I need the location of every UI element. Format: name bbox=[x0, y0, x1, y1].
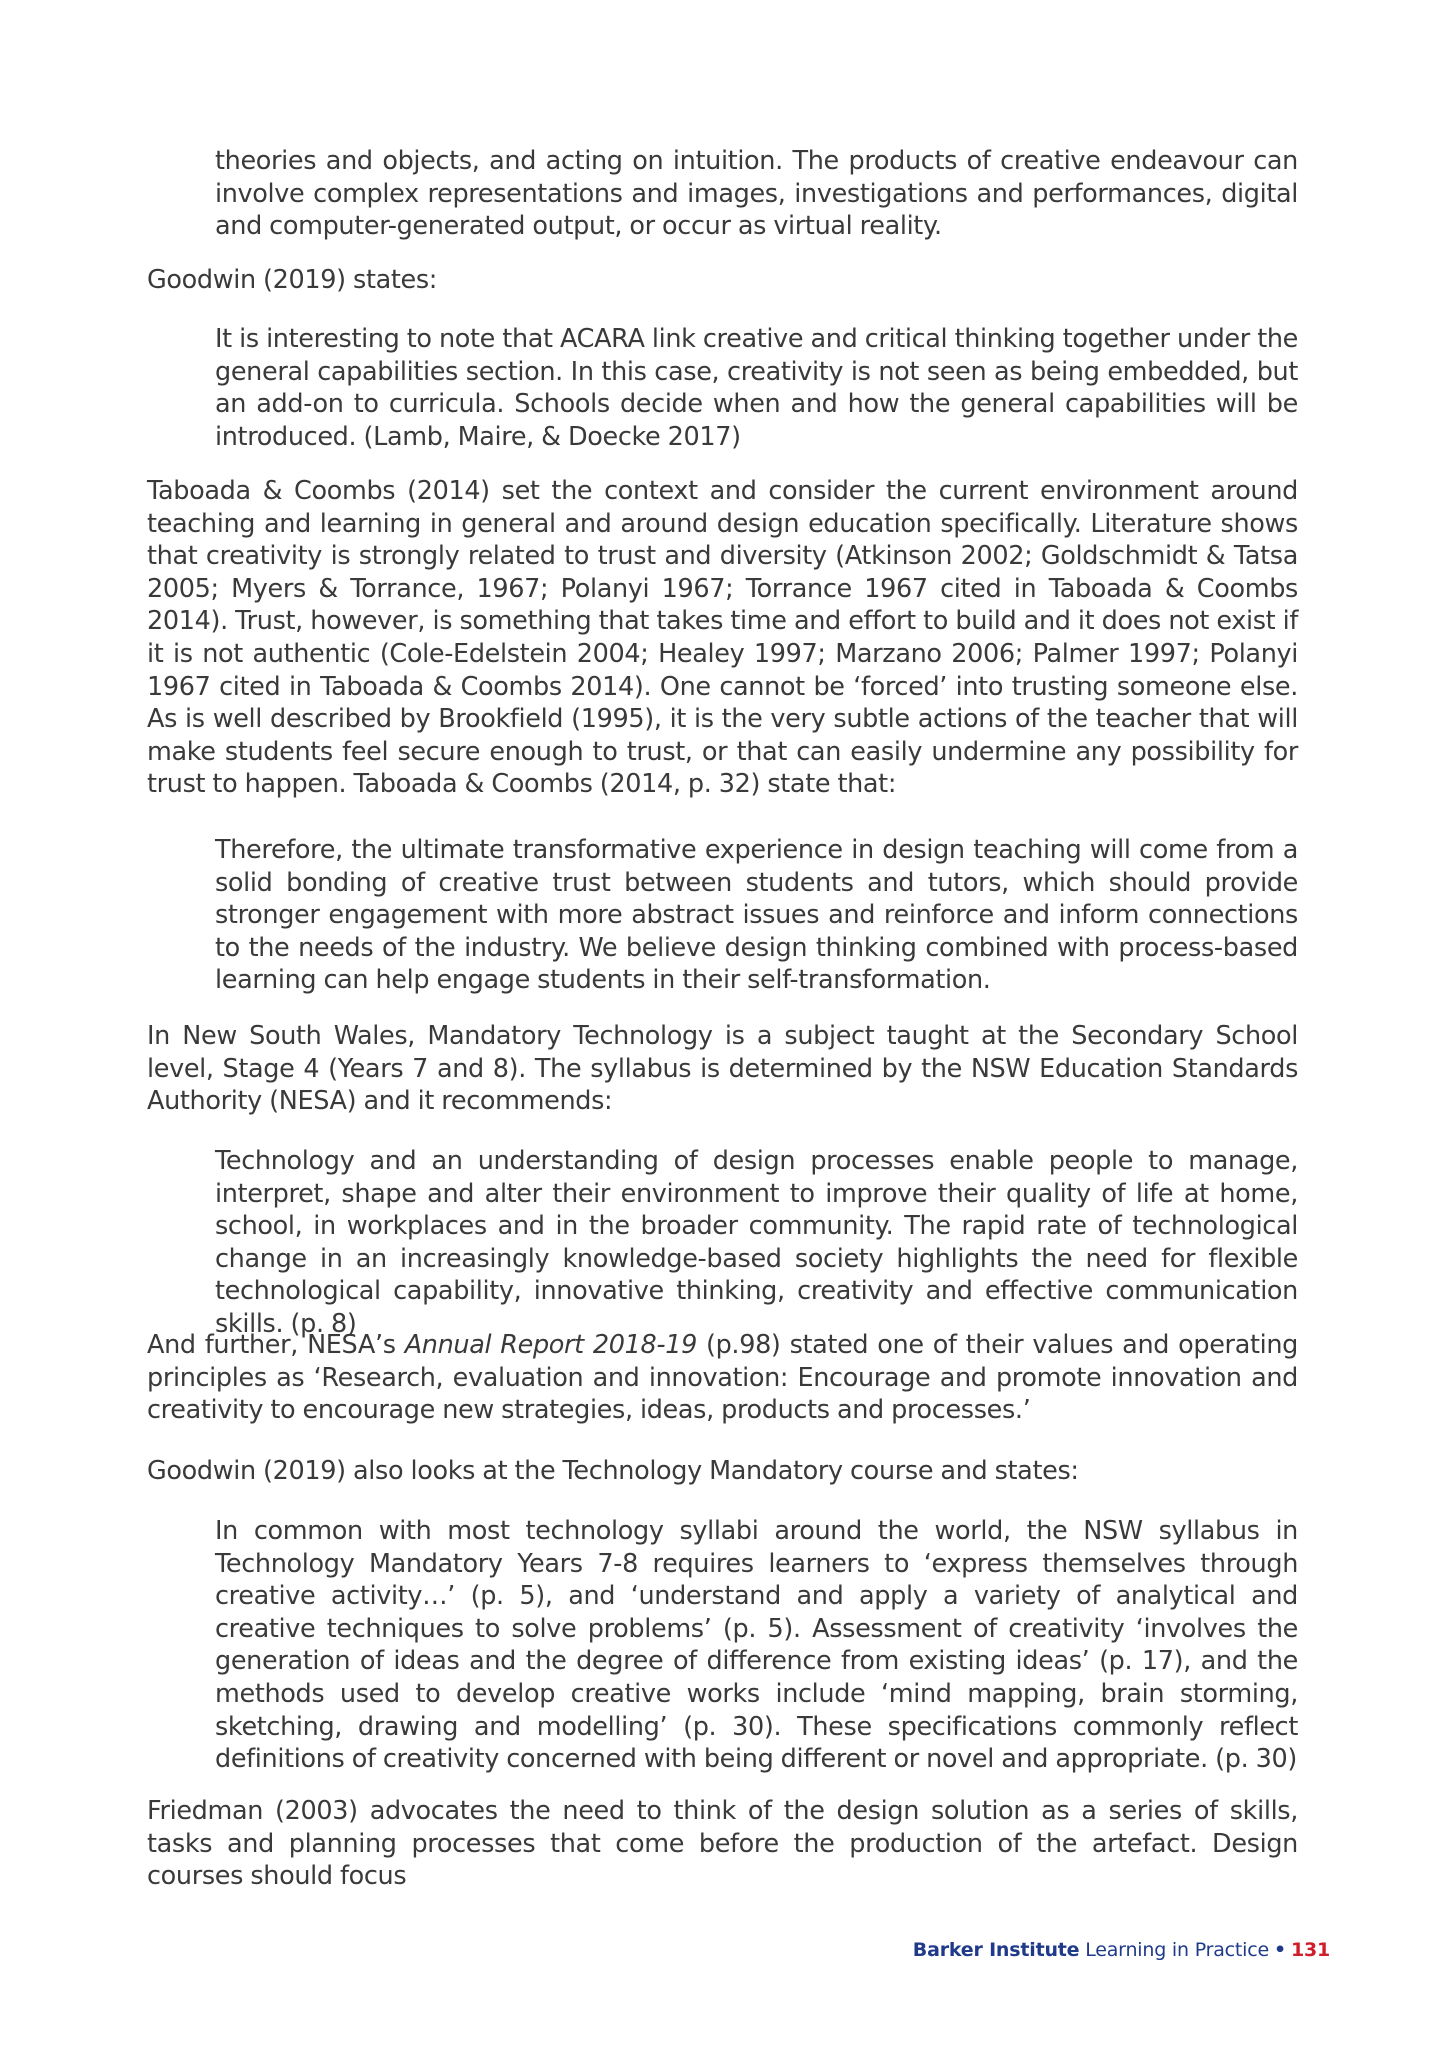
body-paragraph-3: In New South Wales, Mandatory Technology is a subject taught at the Secondary School level, Stage 4 (Years 7 and 8). The syllabus is determined by the NSW Education Standards Authority (NESA) and it recommends: bbox=[147, 1021, 1298, 1117]
block-quote-2: It is interesting to note that ACARA link creative and critical thinking together under the general capabilities section. In this case, creativity is not seen as being embedded, but an add-on to curricula. Schools decide when and how the general capabilities will be introduced. (Lamb, Maire, & Doecke 2017) bbox=[215, 324, 1298, 452]
body-paragraph-1: Goodwin (2019) states: bbox=[147, 265, 438, 295]
body-paragraph-4-end: (p.98) stated one of their values and operating principles as ‘Research, evaluation and innovation: Encourage and promote innovation and creativity to encourage new strategies, ideas, products and processes.’ bbox=[147, 1330, 1299, 1426]
footer-separator: • bbox=[1273, 1939, 1286, 1961]
body-paragraph-4-start: And further, NESA’s bbox=[147, 1330, 405, 1360]
block-quote-4: Technology and an understanding of design processes enable people to manage, interpret, shape and alter their environment to improve their quality of life at home, school, in workplaces and in the broader community. The rapid rate of technological change in an increasingly knowledge-based society highlights the need for flexible technological capability, innovative thinking, creativity and effective communication skills. (p. 8) bbox=[215, 1146, 1298, 1339]
block-quote-5: In common with most technology syllabi around the world, the NSW syllabus in Technology Mandatory Years 7-8 requires learners to ‘express themselves through creative activity…’ (p. 5), and ‘understand and apply a variety of analytical and creative techniques to solve problems’ (p. 5). Assessment of creativity ‘involves the generation of ideas and the degree of difference from existing ideas’ (p. 17), and the methods used to develop creative works include ‘mind mapping, brain storming, sketching, drawing and modelling’ (p. 30). These specifications commonly reflect definitions of creativity concerned with being different or novel and appropriate. (p. 30) bbox=[215, 1516, 1298, 1775]
report-title-italic: Annual Report 2018-19 bbox=[404, 1330, 697, 1360]
footer-brand: Barker Institute bbox=[912, 1939, 1080, 1961]
page-footer bbox=[913, 1938, 1330, 1962]
body-paragraph-2: Taboada & Coombs (2014) set the context and consider the current environment around teaching and learning in general and around design education specifically. Literature shows that creativity is strongly related to trust and diversity (Atkinson 2002; Goldschmidt & Tatsa 2005; Myers & Torrance, 1967; Polanyi 1967; Torrance 1967 cited in Taboada & Coombs 2014). Trust, however, is something that takes time and effort to build and it does not exist if it is not authentic (Cole-Edelstein 2004; Healey 1997; Marzano 2006; Palmer 1997; Polanyi 1967 cited in Taboada & Coombs 2014). One cannot be ‘forced’ into trusting someone else. As is well described by Brookfield (1995), it is the very subtle actions of the teacher that will make students feel secure enough to trust, or that can easily undermine any possibility for trust to happen. Taboada & Coombs (2014, p. 32) state that: bbox=[147, 476, 1298, 800]
body-paragraph-5: Goodwin (2019) also looks at the Technology Mandatory course and states: bbox=[147, 1456, 1079, 1486]
body-paragraph-6: Friedman (2003) advocates the need to think of the design solution as a series of skills, tasks and planning processes that come before the production of the artefact. Design courses should focus bbox=[147, 1796, 1298, 1892]
page-number: 131 bbox=[1290, 1939, 1330, 1961]
body-paragraph-4 bbox=[147, 1329, 1298, 1427]
footer-publication: Learning in Practice bbox=[1085, 1939, 1269, 1961]
block-quote-1: theories and objects, and acting on intuition. The products of creative endeavour can involve complex representations and images, investigations and performances, digital and computer-generated output, or occur as virtual reality. bbox=[215, 146, 1298, 242]
block-quote-3: Therefore, the ultimate transformative experience in design teaching will come from a solid bonding of creative trust between students and tutors, which should provide stronger engagement with more abstract issues and reinforce and inform connections to the needs of the industry. We believe design thinking combined with process-based learning can help engage students in their self-transformation. bbox=[215, 835, 1298, 996]
